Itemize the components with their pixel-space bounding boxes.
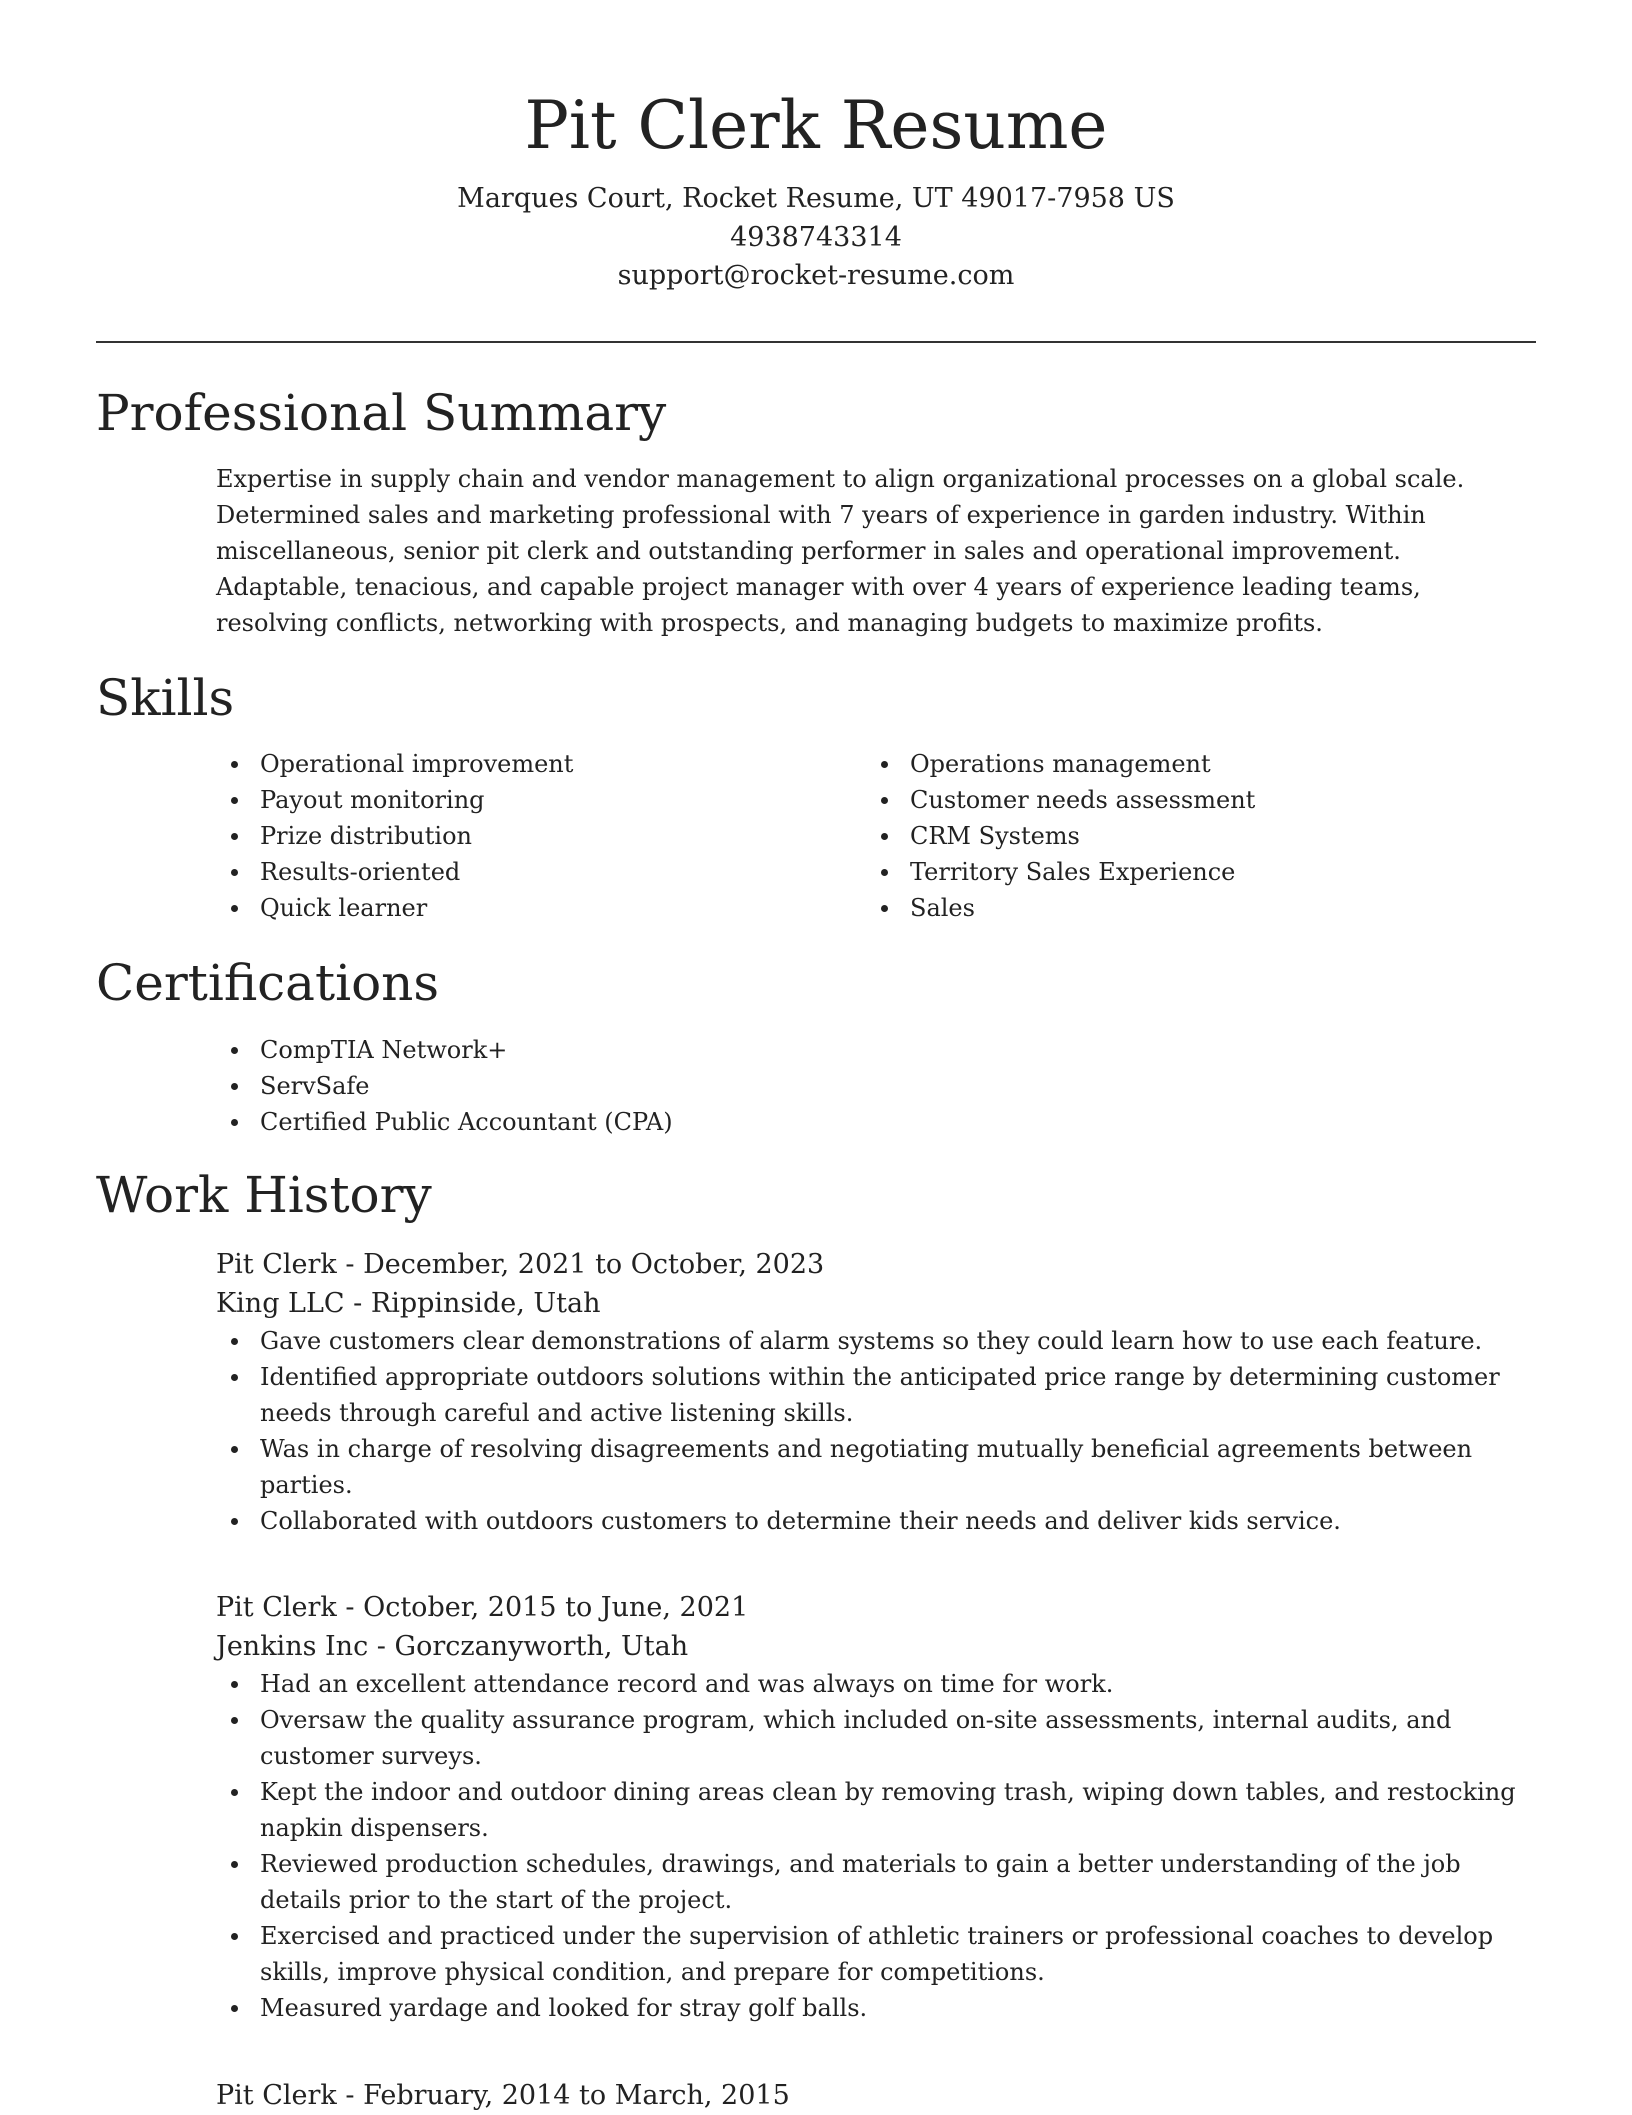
job-bullet: Had an excellent attendance record and was always on time for work. (216, 1666, 1536, 1702)
job-company: Jenkins Inc (216, 1631, 369, 1662)
job-entry (216, 1588, 1536, 2026)
summary-text: Expertise in supply chain and vendor management to align organizational processes on a global scale. Determined sales and marketing professional with 7 years of experience in garden industry. Within miscellaneous, senior pit clerk and outstanding performer in sales and operational improvement. Adaptable, tenacious, and capable project manager with over 4 years of experience leading teams, resolving conflicts, networking with prospects, and managing budgets to maximize profits. (216, 465, 1465, 637)
phone: 4938743314 (730, 221, 902, 253)
job-bullet: Gave customers clear demonstrations of alarm systems so they could learn how to use each feature. (216, 1323, 1536, 1359)
job-bullet: Collaborated with outdoors customers to determine their needs and deliver kids service. (216, 1503, 1536, 1539)
job-company-line: King LLC - Rippinside, Utah (216, 1288, 601, 1319)
job-entry (216, 1245, 1536, 1539)
contact-info (96, 180, 1536, 296)
skill-item: Results-oriented (216, 854, 856, 890)
job-company: King LLC (216, 1288, 345, 1319)
job-title-line: Pit Clerk - February, 2014 to March, 2015 (216, 2080, 790, 2111)
skill-item: Prize distribution (216, 818, 856, 854)
job-bullet: Identified appropriate outdoors solutions within the anticipated price range by determining customer needs through careful and active listening skills. (216, 1359, 1536, 1431)
job-role: Pit Clerk (216, 1249, 337, 1280)
skill-item: Payout monitoring (216, 782, 856, 818)
certifications-list (216, 1032, 1536, 1140)
job-bullet: Measured yardage and looked for stray golf balls. (216, 1990, 1536, 2026)
job-title-line: Pit Clerk - December, 2021 to October, 2023 (216, 1249, 825, 1280)
header-divider (96, 341, 1536, 343)
job-title-line: Pit Clerk - October, 2015 to June, 2021 (216, 1592, 749, 1623)
job-dates: October, 2015 to June, 2021 (363, 1592, 749, 1623)
skill-item: Sales (866, 890, 1506, 926)
job-location: Rippinside, Utah (370, 1288, 601, 1319)
job-bullet: Oversaw the quality assurance program, which included on-site assessments, internal audits, and customer surveys. (216, 1702, 1536, 1774)
job-company-line: Jenkins Inc - Gorczanyworth, Utah (216, 1631, 689, 1662)
skills-list-right (866, 746, 1506, 926)
job-entry (216, 2076, 1536, 2115)
address: Marques Court, Rocket Resume, UT 49017-7958 US (457, 183, 1175, 214)
skill-item: Customer needs assessment (866, 782, 1506, 818)
job-bullet: Was in charge of resolving disagreements and negotiating mutually beneficial agreements between parties. (216, 1431, 1536, 1503)
skill-item: Operational improvement (216, 746, 856, 782)
skill-item: CRM Systems (866, 818, 1506, 854)
section-title-skills: Skills (96, 669, 235, 727)
certification-item: CompTIA Network+ (216, 1032, 1536, 1068)
job-bullet: Exercised and practiced under the supervision of athletic trainers or professional coaches to develop skills, improve physical condition, and prepare for competitions. (216, 1918, 1536, 1990)
resume-title: Pit Clerk Resume (524, 87, 1108, 164)
job-bullets (216, 1323, 1536, 1539)
section-title-summary: Professional Summary (96, 384, 667, 442)
certification-item: ServSafe (216, 1068, 1536, 1104)
resume-header (96, 80, 1536, 296)
job-dates: February, 2014 to March, 2015 (363, 2080, 790, 2111)
job-role: Pit Clerk (216, 2080, 337, 2111)
job-dates: December, 2021 to October, 2023 (363, 1249, 825, 1280)
skill-item: Territory Sales Experience (866, 854, 1506, 890)
job-role: Pit Clerk (216, 1592, 337, 1623)
job-bullet: Kept the indoor and outdoor dining areas clean by removing trash, wiping down tables, and restocking napkin dispensers. (216, 1774, 1536, 1846)
section-title-work-history: Work History (96, 1166, 432, 1224)
skill-item: Quick learner (216, 890, 856, 926)
skill-item: Operations management (866, 746, 1506, 782)
email: support@rocket-resume.com (617, 260, 1015, 291)
certification-item: Certified Public Accountant (CPA) (216, 1104, 1536, 1140)
job-bullets (216, 1666, 1536, 2026)
section-title-certifications: Certifications (96, 954, 440, 1012)
skills-list-left (216, 746, 856, 926)
job-location: Gorczanyworth, Utah (394, 1631, 689, 1662)
job-bullet: Reviewed production schedules, drawings, and materials to gain a better understanding of the job details prior to the start of the project. (216, 1846, 1536, 1918)
